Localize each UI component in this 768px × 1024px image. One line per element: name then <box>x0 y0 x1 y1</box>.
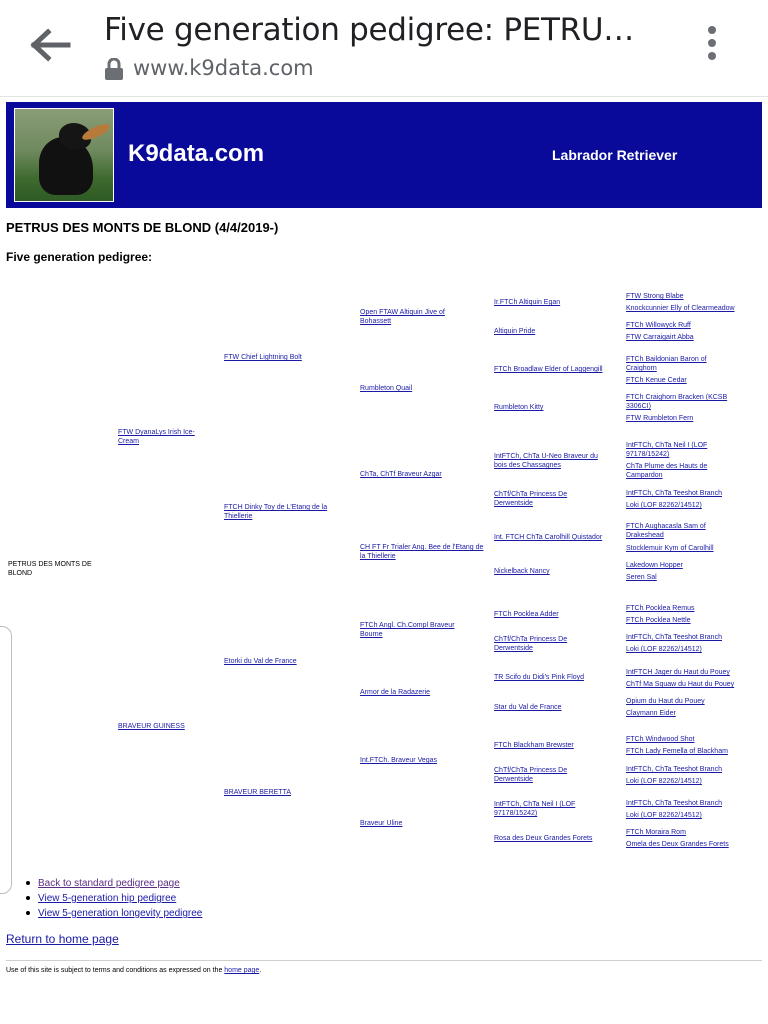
gen5-ancestor[interactable]: IntFTCh, ChTa Teeshot Branch <box>626 800 722 807</box>
gen5-ancestor[interactable]: Loki (LOF 82262/14512) <box>626 646 702 653</box>
gen2-ancestor[interactable]: FTCH Dinky Toy de L'Etang de la Thiellerie <box>224 504 328 520</box>
browser-toolbar <box>0 0 768 97</box>
gen3-ancestor[interactable]: FTCh Angl. Ch.Compl Braveur Bourne <box>360 622 455 638</box>
gen4-ancestor[interactable]: Rumbleton Kitty <box>494 404 544 411</box>
gen5-ancestor[interactable]: Loki (LOF 82262/14512) <box>626 502 702 509</box>
hip-pedigree-link[interactable]: View 5-generation hip pedigree <box>38 893 177 904</box>
gen4-ancestor[interactable]: IntFTCh, ChTa U-Neo Braveur du bois des Chassagnes <box>494 453 598 469</box>
list-item <box>22 906 202 921</box>
gen5-ancestor[interactable]: IntFTCh, ChTa Neil I (LOF 97178/15242) <box>626 442 708 458</box>
gen3-ancestor[interactable]: Armor de la Radazerie <box>360 689 431 696</box>
gen5-ancestor[interactable]: Seren Sal <box>626 574 657 581</box>
gen5-ancestor[interactable]: FTW Rumbleton Fern <box>626 415 694 422</box>
gen5-ancestor[interactable]: Loki (LOF 82262/14512) <box>626 778 702 785</box>
site-name: K9data.com <box>128 140 265 167</box>
gen5-ancestor[interactable]: Stocklemuir Kym of Carolhill <box>626 545 714 552</box>
gen5-ancestor[interactable]: FTCh Windwood Shot <box>626 736 695 743</box>
gen5-ancestor[interactable]: Opium du Haut du Pouey <box>626 698 705 705</box>
footer-home-link[interactable]: home page <box>224 967 260 974</box>
footer-period: . <box>259 967 262 974</box>
longevity-pedigree-link[interactable]: View 5-generation longevity pedigree <box>38 908 203 919</box>
gen4-ancestor[interactable]: Altiquin Pride <box>494 328 536 335</box>
gen4-ancestor[interactable]: FTCh Pocklea Adder <box>494 611 559 618</box>
list-item <box>22 891 202 906</box>
return-home-link[interactable]: Return to home page <box>6 932 119 946</box>
gen3-ancestor[interactable]: Open FTAW Altiquin Jive of Bohassett <box>360 309 445 325</box>
drawer-handle[interactable] <box>0 626 12 894</box>
gen2-ancestor[interactable]: BRAVEUR BERETTA <box>224 789 292 796</box>
gen3-ancestor[interactable]: ChTa, ChTf Braveur Azgar <box>360 471 442 478</box>
gen5-ancestor[interactable]: Loki (LOF 82262/14512) <box>626 812 702 819</box>
gen2-ancestor[interactable]: Etorki du Val de France <box>224 658 297 665</box>
site-banner <box>6 102 762 208</box>
gen3-ancestor[interactable]: CH FT Fr Trialer Ang. Bee de l'Etang de la Thiellerie <box>360 544 484 560</box>
gen5-ancestor[interactable]: FTCh Lady Femella of Blackham <box>626 748 728 755</box>
gen4-ancestor[interactable]: TR Scifo du Didi's Pink Floyd <box>494 674 585 681</box>
gen5-ancestor[interactable]: FTCh Craighorn Bracken (KCSB 3306CI) <box>626 394 728 410</box>
gen4-ancestor[interactable]: IntFTCh, ChTa Neil I (LOF 97178/15242) <box>494 801 576 817</box>
gen4-ancestor[interactable]: Ir.FTCh Altiquin Egan <box>494 299 561 306</box>
gen1-dam[interactable]: BRAVEUR GUINESS <box>118 723 185 730</box>
gen4-ancestor[interactable]: Int. FTCH ChTa Carolhill Quistador <box>494 534 603 541</box>
gen4-ancestor[interactable]: FTCh Blackham Brewster <box>494 742 574 749</box>
gen4-ancestor[interactable]: ChTf/ChTa Princess De Derwentside <box>494 767 568 783</box>
page-title: Five generation pedigree: PETRU… <box>104 12 634 48</box>
gen4-ancestor[interactable]: Rosa des Deux Grandes Forets <box>494 835 593 842</box>
gen3-ancestor[interactable]: Int.FTCh. Braveur Vegas <box>360 757 438 764</box>
dog-photo <box>14 108 114 202</box>
breed-name: Labrador Retriever <box>552 147 678 163</box>
terms-text: Use of this site is subject to terms and conditions as expressed on the <box>6 967 225 974</box>
gen4-ancestor[interactable]: Star du Val de France <box>494 704 562 711</box>
gen5-ancestor[interactable]: FTW Carraigairt Abba <box>626 334 694 341</box>
dog-heading: PETRUS DES MONTS DE BLOND (4/4/2019-) <box>6 220 279 235</box>
gen5-ancestor[interactable]: IntFTCh, ChTa Teeshot Branch <box>626 634 722 641</box>
gen3-ancestor[interactable]: Braveur Uline <box>360 820 403 827</box>
footer-text <box>6 967 261 974</box>
gen5-ancestor[interactable]: FTW Strong Blabe <box>626 293 684 300</box>
gen5-ancestor[interactable]: Knockcunnier Elly of Clearmeadow <box>626 305 735 312</box>
gen5-ancestor[interactable]: FTCh Aughacasla Sam of Drakeshead <box>626 523 706 539</box>
gen5-ancestor[interactable]: FTCh Pocklea Remus <box>626 605 695 612</box>
standard-pedigree-link[interactable]: Back to standard pedigree page <box>38 878 180 889</box>
subject-dog: PETRUS DES MONTS DE BLOND <box>8 561 92 577</box>
gen5-ancestor[interactable]: Claymann Eider <box>626 710 676 717</box>
gen5-ancestor[interactable]: Omela des Deux Grandes Forets <box>626 841 729 848</box>
pedigree-subheading: Five generation pedigree: <box>6 250 153 264</box>
gen4-ancestor[interactable]: ChTf/ChTa Princess De Derwentside <box>494 636 568 652</box>
url-text[interactable]: www.k9data.com <box>133 56 314 80</box>
divider <box>6 960 762 961</box>
gen5-ancestor[interactable]: IntFTCh, ChTa Teeshot Branch <box>626 766 722 773</box>
pedigree-links <box>22 876 202 921</box>
gen5-ancestor[interactable]: FTCh Baildonian Baron of Craighorn <box>626 356 707 372</box>
gen5-ancestor[interactable]: ChTa Plume des Hauts de Campardon <box>626 463 708 479</box>
more-options-icon[interactable] <box>703 26 721 66</box>
gen4-ancestor[interactable]: ChTf/ChTa Princess De Derwentside <box>494 491 568 507</box>
gen5-ancestor[interactable]: FTCh Moraira Rom <box>626 829 686 836</box>
gen5-ancestor[interactable]: Lakedown Hopper <box>626 562 683 569</box>
gen5-ancestor[interactable]: FTCh Willowyck Ruff <box>626 322 691 329</box>
gen1-sire[interactable]: FTW DyanaLys Irish Ice-Cream <box>118 429 195 445</box>
gen5-ancestor[interactable]: IntFTCh, ChTa Teeshot Branch <box>626 490 722 497</box>
gen5-ancestor[interactable]: ChTf Ma Squaw du Haut du Pouey <box>626 681 735 688</box>
gen5-ancestor[interactable]: FTCh Kenue Cedar <box>626 377 687 384</box>
gen5-ancestor[interactable]: IntFTCH Jager du Haut du Pouey <box>626 669 730 676</box>
gen2-ancestor[interactable]: FTW Chief Lightning Bolt <box>224 354 302 361</box>
gen3-ancestor[interactable]: Rumbleton Quail <box>360 385 413 392</box>
gen5-ancestor[interactable]: FTCh Pocklea Nettle <box>626 617 691 624</box>
list-item <box>22 876 202 891</box>
gen4-ancestor[interactable]: Nickelback Nancy <box>494 568 550 575</box>
lock-icon <box>104 58 124 80</box>
back-arrow-icon[interactable] <box>30 28 72 62</box>
gen4-ancestor[interactable]: FTCh Broadlaw Elder of Laggengill <box>494 366 603 373</box>
